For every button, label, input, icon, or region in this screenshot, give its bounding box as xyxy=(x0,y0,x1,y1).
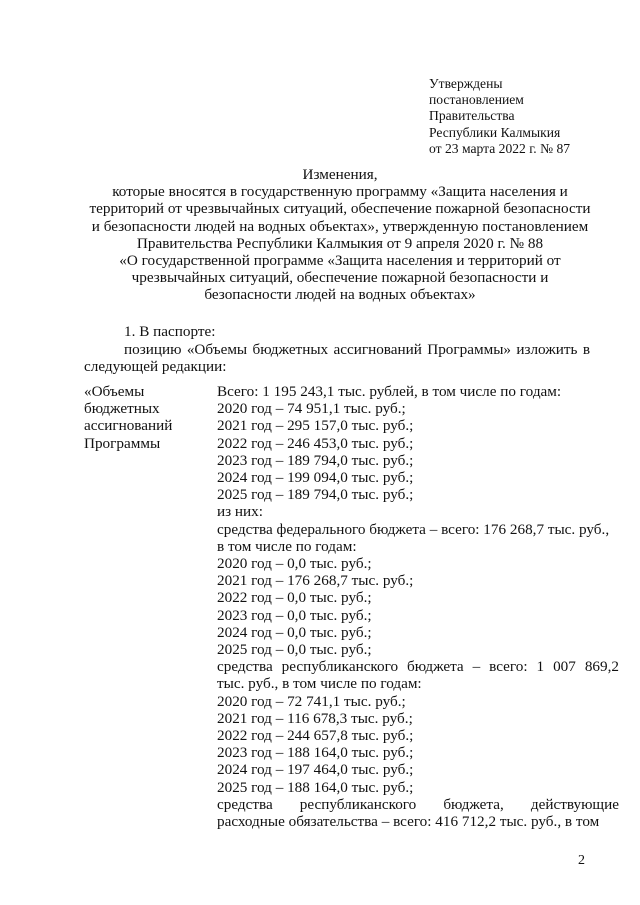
existing-obligations-line: расходные обязательства – всего: 416 712,2 тыс. руб., в том xyxy=(217,813,600,831)
approval-stamp xyxy=(429,76,629,157)
title-line: «О государственной программе «Защита населения и территорий от xyxy=(119,252,561,270)
title-line: и безопасности людей на водных объектах», утвержденную постановлением xyxy=(91,217,589,235)
year-line: 2025 год – 188 164,0 тыс. руб.; xyxy=(217,778,414,796)
title-line: чрезвычайных ситуаций, обеспечение пожарной безопасности и xyxy=(131,269,549,287)
year-line: 2022 год – 246 453,0 тыс. руб.; xyxy=(217,434,414,452)
year-line: 2024 год – 0,0 тыс. руб.; xyxy=(217,623,372,641)
approval-line: Республики Калмыкия xyxy=(429,124,561,140)
year-line: 2024 год – 199 094,0 тыс. руб.; xyxy=(217,469,414,487)
document-title xyxy=(60,166,620,304)
federal-line: средства федерального бюджета – всего: 176 268,7 тыс. руб., xyxy=(217,520,610,538)
table-label-cell xyxy=(84,383,204,452)
intro-line: позицию «Объемы бюджетных ассигнований Программы» изложить в xyxy=(124,341,590,358)
intro-paragraph xyxy=(84,341,590,375)
existing-obligations-line: средства республиканского бюджета, действующие xyxy=(217,795,619,813)
label-line: бюджетных xyxy=(84,400,160,418)
federal-line: в том числе по годам: xyxy=(217,537,357,555)
approval-line: постановлением xyxy=(429,92,524,108)
year-line: 2022 год – 0,0 тыс. руб.; xyxy=(217,589,372,607)
year-line: 2021 год – 295 157,0 тыс. руб.; xyxy=(217,417,414,435)
label-line: Программы xyxy=(84,434,161,452)
republic-line: средства республиканского бюджета – всего: 1 007 869,2 xyxy=(217,658,619,676)
title-line: которые вносятся в государственную программу «Защита населения и xyxy=(112,183,568,201)
approval-line: Утверждены xyxy=(429,76,503,91)
title-line: безопасности людей на водных объектах» xyxy=(204,286,476,304)
year-line: 2023 год – 0,0 тыс. руб.; xyxy=(217,606,372,624)
year-line: 2023 год – 189 794,0 тыс. руб.; xyxy=(217,451,414,469)
approval-line: Правительства xyxy=(429,108,515,124)
year-line: 2021 год – 116 678,3 тыс. руб.; xyxy=(217,709,413,727)
year-line: 2021 год – 176 268,7 тыс. руб.; xyxy=(217,572,414,590)
year-line: 2025 год – 0,0 тыс. руб.; xyxy=(217,641,372,659)
total-line: Всего: 1 195 243,1 тыс. рублей, в том числе по годам: xyxy=(217,383,562,400)
of-them-line: из них: xyxy=(217,503,263,521)
page-number: 2 xyxy=(578,853,585,868)
year-line: 2020 год – 72 741,1 тыс. руб.; xyxy=(217,692,406,710)
year-line: 2020 год – 0,0 тыс. руб.; xyxy=(217,555,372,573)
title-line: Изменения, xyxy=(302,166,378,183)
section-heading: 1. В паспорте: xyxy=(124,323,216,340)
title-line: территорий от чрезвычайных ситуаций, обеспечение пожарной безопасности xyxy=(89,200,591,218)
year-line: 2025 год – 189 794,0 тыс. руб.; xyxy=(217,486,414,504)
year-line: 2022 год – 244 657,8 тыс. руб.; xyxy=(217,727,414,745)
intro-line: следующей редакции: xyxy=(84,358,227,376)
year-line: 2020 год – 74 951,1 тыс. руб.; xyxy=(217,400,406,418)
year-line: 2024 год – 197 464,0 тыс. руб.; xyxy=(217,761,414,779)
label-line: ассигнований xyxy=(84,417,173,435)
title-line: Правительства Республики Калмыкия от 9 апреля 2020 г. № 88 xyxy=(136,234,544,252)
approval-line: от 23 марта 2022 г. № 87 xyxy=(429,140,571,156)
republic-line: тыс. руб., в том числе по годам: xyxy=(217,675,422,693)
year-line: 2023 год – 188 164,0 тыс. руб.; xyxy=(217,744,414,762)
table-value-cell xyxy=(217,383,619,830)
label-line: «Объемы xyxy=(84,383,145,400)
